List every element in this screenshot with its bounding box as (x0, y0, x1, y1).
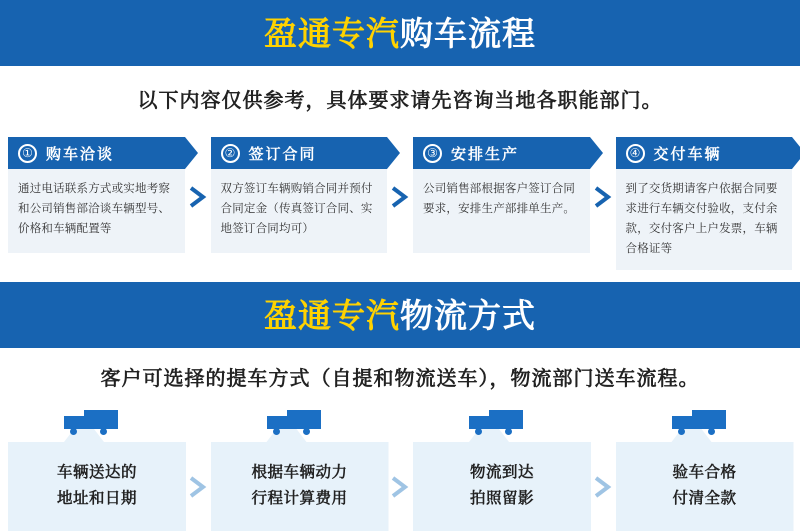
flow-step (413, 137, 590, 253)
logistics-step (413, 408, 590, 531)
truck-icon (267, 408, 323, 442)
logistics-step-line1: 物流到达 (469, 464, 534, 481)
logistics-step (211, 408, 388, 531)
truck-icon (469, 408, 525, 442)
section2-banner-accent: 盈通专汽 (264, 296, 400, 334)
flow-step-header (211, 137, 388, 169)
section1-banner-accent: 盈通专汽 (264, 14, 400, 52)
flow-step-header (616, 137, 793, 169)
logistics-step-label (616, 460, 794, 511)
logistics-step-label (413, 460, 591, 511)
flow-step-number: ① (18, 144, 37, 163)
section1-banner-plain: 购车流程 (400, 14, 536, 52)
logistics-step-line1: 车辆送达的 (56, 464, 137, 481)
flow-step (211, 137, 388, 253)
section2-subtitle: 客户可选择的提车方式（自提和物流送车），物流部门送车流程。 (100, 368, 700, 390)
logistics-step-label (211, 460, 389, 511)
flow-step-number: ④ (626, 144, 645, 163)
flow-step (8, 137, 185, 253)
logistics-step-line2: 地址和日期 (56, 489, 137, 507)
flow-step-body: 到了交货期请客户依据合同要求进行车辆交付验收，支付余款，交付客户上户发票，车辆合格证等 (616, 169, 793, 270)
logistics-step-line1: 根据车辆动力 (251, 464, 348, 481)
flow-step-title: 签订合同 (248, 145, 317, 163)
flow-step (616, 137, 793, 270)
flow-step-header (413, 137, 590, 169)
logistics-step (8, 408, 185, 531)
logistics-step-line2: 拍照留影 (469, 489, 534, 507)
logistics-flow-steps (8, 408, 792, 531)
truck-icon (64, 408, 120, 442)
section2-banner (0, 282, 800, 348)
logistics-step-line2: 付清全款 (672, 489, 737, 507)
flow-step-number: ② (221, 144, 240, 163)
logistics-step-line2: 行程计算费用 (251, 489, 348, 507)
flow-step-body: 双方签订车辆购销合同并预付合同定金（传真签订合同、实地签订合同均可） (211, 169, 388, 253)
section1-banner-title (264, 14, 536, 52)
chevron-right-icon (590, 408, 616, 531)
flow-step-header (8, 137, 185, 169)
flow-step-body: 公司销售部根据客户签订合同要求，安排生产部排单生产。 (413, 169, 590, 253)
purchase-flow-steps (8, 137, 792, 270)
chevron-right-icon (185, 408, 211, 531)
flow-step-number: ③ (423, 144, 442, 163)
flow-step-title: 交付车辆 (653, 145, 722, 163)
section1-banner (0, 0, 800, 66)
section1-subtitle: 以下内容仅供参考，具体要求请先咨询当地各职能部门。 (137, 90, 663, 112)
flow-step-title: 购车洽谈 (46, 145, 115, 163)
logistics-step-label (8, 460, 186, 511)
flow-step-title: 安排生产 (451, 145, 520, 163)
section2-banner-title (264, 296, 536, 334)
flow-step-body: 通过电话联系方式或实地考察和公司销售部洽谈车辆型号、价格和车辆配置等 (8, 169, 185, 253)
truck-icon (672, 408, 728, 442)
logistics-step-line1: 验车合格 (672, 464, 737, 481)
section2-banner-plain: 物流方式 (400, 296, 536, 334)
logistics-step (616, 408, 793, 531)
chevron-right-icon (387, 408, 413, 531)
